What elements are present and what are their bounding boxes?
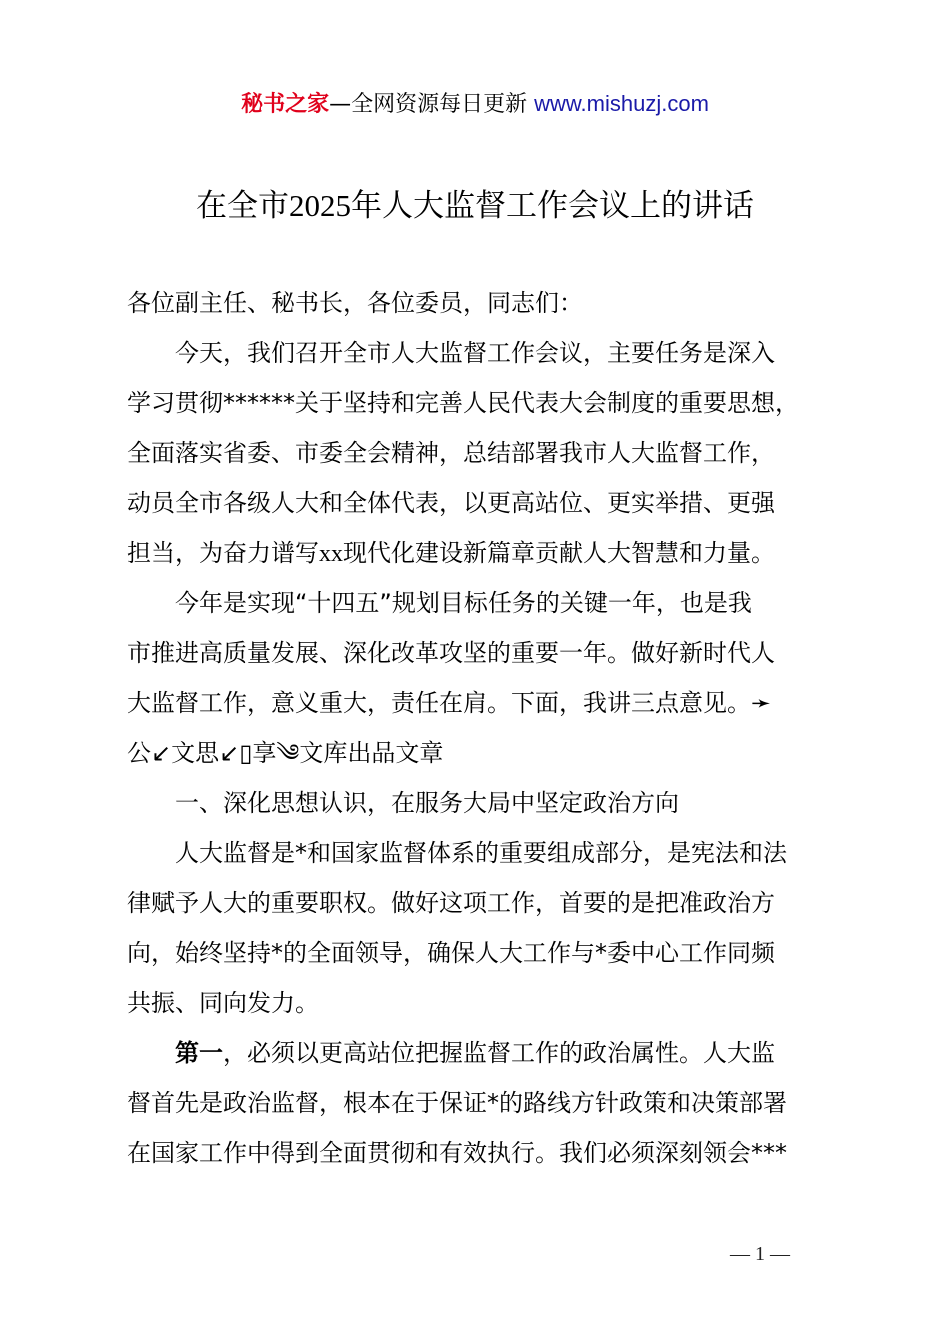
- paragraph-line: [175, 1036, 775, 1070]
- page-number: — 1 —: [730, 1243, 790, 1265]
- paragraph-line: 向，始终坚持*的全面领导，确保人大工作与*委中心工作同频: [127, 939, 775, 967]
- paragraph-line: 督首先是政治监督，根本在于保证*的路线方针政策和决策部署: [127, 1089, 787, 1117]
- paragraph-line: 共振、同向发力。: [127, 989, 319, 1017]
- site-tagline: —全网资源每日更新: [329, 92, 535, 117]
- site-brand: 秘书之家: [241, 92, 330, 117]
- section-heading: 一、深化思想认识，在服务大局中坚定政治方向: [175, 789, 679, 817]
- paragraph-line: 市推进高质量发展、深化改革攻坚的重要一年。做好新时代人: [127, 639, 775, 667]
- bold-lead: 第一: [175, 1039, 223, 1067]
- paragraph-line: 今年是实现“十四五”规划目标任务的关键一年，也是我: [175, 589, 752, 617]
- paragraph-text: 现代化建设新篇章贡献人大智慧和力量。: [343, 539, 775, 567]
- salutation: 各位副主任、秘书长，各位委员，同志们：: [127, 289, 583, 317]
- paragraph-line: 动员全市各级人大和全体代表，以更高站位、更实举措、更强: [127, 489, 775, 517]
- paragraph-line: 在国家工作中得到全面贯彻和有效执行。我们必须深刻领会***: [127, 1139, 787, 1167]
- document-title: [0, 184, 950, 228]
- title-prefix: 在全市: [196, 188, 289, 224]
- title-year: 2025: [289, 188, 351, 223]
- paragraph-line: [127, 536, 775, 570]
- paragraph-line: 全面落实省委、市委全会精神，总结部署我市人大监督工作，: [127, 439, 775, 467]
- site-url[interactable]: www.mishuzj.com: [534, 91, 709, 116]
- placeholder-xx: xx: [319, 541, 343, 567]
- paragraph-line: 人大监督是*和国家监督体系的重要组成部分，是宪法和法: [175, 839, 787, 867]
- title-suffix: 年人大监督工作会议上的讲话: [351, 188, 754, 224]
- paragraph-line: 公↙文思↙▯享༄文库出品文章: [127, 739, 444, 767]
- paragraph-line: 学习贯彻******关于坚持和完善人民代表大会制度的重要思想，: [127, 389, 799, 417]
- paragraph-line: 大监督工作，意义重大，责任在肩。下面，我讲三点意见。➛: [127, 689, 772, 717]
- paragraph-line: 律赋予人大的重要职权。做好这项工作，首要的是把准政治方: [127, 889, 775, 917]
- paragraph-text: ，必须以更高站位把握监督工作的政治属性。人大监: [223, 1039, 775, 1067]
- site-header: [0, 88, 950, 121]
- paragraph-line: 今天，我们召开全市人大监督工作会议，主要任务是深入: [175, 339, 775, 367]
- paragraph-text: 担当，为奋力谱写: [127, 539, 319, 567]
